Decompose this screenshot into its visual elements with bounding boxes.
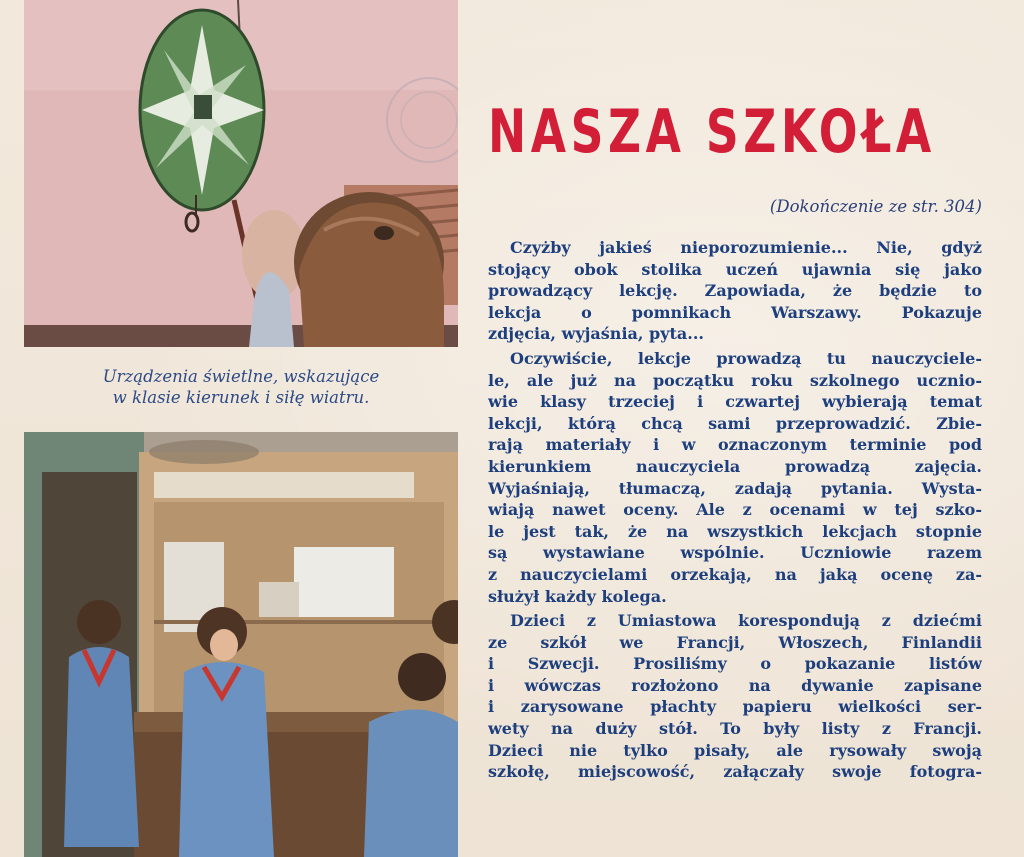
text-line: ze szkół we Francji, Włoszech, Finlandii	[488, 632, 982, 652]
text-line: stojący obok stolika uczeń ujawnia się jako	[488, 259, 982, 279]
text-line: rają materiały i w oznaczonym terminie pod	[488, 435, 982, 455]
text-line: wiają nawet oceny. Ale z ocenami w tej szko-	[488, 500, 982, 520]
text-line: Czyżby jakieś nieporozumienie... Nie, gdyż	[510, 238, 982, 257]
article-title: NASZA SZKOŁA	[488, 97, 936, 167]
text-line: i wówczas rozłożono na dywanie zapisane	[488, 675, 982, 695]
photo-caption	[24, 366, 458, 408]
school-shop-photo	[24, 432, 458, 857]
top-photo	[24, 0, 458, 347]
text-line: szkołę, miejscowość, załączały swoje fotogra-	[488, 762, 982, 782]
caption-line-2: w klasie kierunek i siłę wiatru.	[112, 388, 370, 407]
text-line: zdjęcia, wyjaśnia, pyta...	[488, 324, 704, 344]
text-line: kierunkiem nauczyciela prowadzą zajęcia.	[488, 456, 982, 476]
text-line: i zarysowane płachty papieru wielkości ser-	[488, 697, 982, 717]
text-line: służył każdy kolega.	[488, 586, 667, 606]
text-line: i Szwecji. Prosiliśmy o pokazanie listów	[488, 654, 982, 674]
paragraph-3	[488, 610, 982, 783]
text-line: wety na duży stół. To były listy z Francji.	[488, 719, 982, 739]
continuation-note: (Dokończenie ze str. 304)	[769, 197, 982, 216]
text-line: prowadzący lekcję. Zapowiada, że będzie to	[488, 281, 982, 301]
text-line: le, ale już na początku roku szkolnego ucznio-	[488, 370, 982, 390]
paragraph-1	[488, 237, 982, 345]
wind-indicator-photo	[24, 0, 458, 347]
text-line: le jest tak, że na wszystkich lekcjach stopnie	[488, 521, 982, 541]
text-line: Dzieci nie tylko pisały, ale rysowały swoją	[488, 740, 982, 760]
text-line: Wyjaśniają, tłumaczą, zadają pytania. Wysta-	[488, 478, 982, 498]
caption-line-1: Urządzenia świetlne, wskazujące	[102, 367, 380, 386]
article-body	[488, 237, 982, 786]
text-line: lekcja o pomnikach Warszawy. Pokazuje	[488, 302, 982, 322]
text-line: Dzieci z Umiastowa korespondują z dziećmi	[510, 611, 982, 631]
text-line: Oczywiście, lekcje prowadzą tu nauczyciele-	[510, 348, 982, 368]
text-line: wie klasy trzeciej i czwartej wybierają temat	[488, 392, 982, 412]
text-line: lekcji, którą chcą sami przeprowadzić. Zbie-	[488, 413, 982, 433]
bottom-photo	[24, 432, 458, 857]
text-line: są wystawiane wspólnie. Uczniowie razem	[488, 543, 982, 563]
text-line: z nauczycielami orzekają, na jaką ocenę za-	[488, 564, 982, 584]
paragraph-2	[488, 348, 982, 607]
